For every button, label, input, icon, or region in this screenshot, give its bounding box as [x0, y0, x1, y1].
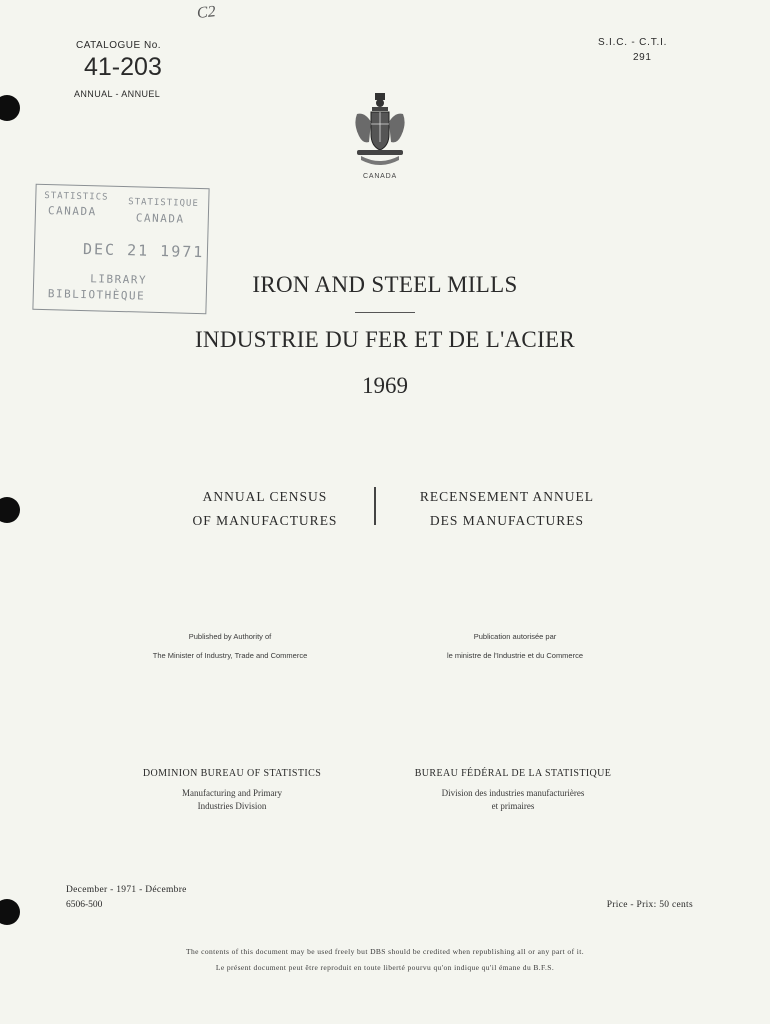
print-code: 6506-500: [66, 900, 103, 910]
catalogue-frequency: ANNUAL - ANNUEL: [74, 89, 161, 99]
catalogue-label: CATALOGUE No.: [76, 40, 162, 51]
emblem-caption: CANADA: [363, 173, 397, 180]
census-divider: [374, 487, 376, 525]
catalogue-number: 41-203: [84, 53, 162, 81]
handwritten-mark: C2: [196, 3, 217, 22]
division-line: Manufacturing and Primary: [182, 788, 282, 798]
published-line: Published by Authority of: [188, 632, 272, 641]
published-line: le ministre de l'Industrie et du Commerce: [446, 651, 584, 660]
census-line: DES MANUFACTURES: [429, 513, 585, 528]
price: Price - Prix: 50 cents: [606, 900, 693, 910]
sic-number: 291: [633, 52, 652, 63]
canada-coat-of-arms-icon: [351, 92, 409, 172]
stamp-text: BIBLIOTHÈQUE: [47, 287, 146, 303]
division-line: Division des industries manufacturières: [441, 788, 585, 798]
binder-hole: [0, 497, 20, 523]
published-line: Publication autorisée par: [473, 632, 557, 641]
footer-notice-english: The contents of this document may be used freely but DBS should be credited when republishing all or any part of it.: [186, 947, 584, 956]
census-english: [170, 485, 360, 533]
published-english: [120, 627, 340, 665]
binder-hole: [0, 95, 20, 121]
published-french: [400, 627, 630, 665]
census-line: RECENSEMENT ANNUEL: [419, 489, 595, 504]
published-line: The Minister of Industry, Trade and Commerce: [152, 651, 308, 660]
division-french: [388, 787, 638, 813]
title-divider: [355, 312, 415, 313]
stamp-text: STATISTIQUE: [128, 197, 199, 210]
binder-hole: [0, 899, 20, 925]
division-line: Industries Division: [197, 801, 267, 811]
stamp-text: CANADA: [135, 211, 185, 226]
sic-label: S.I.C. - C.T.I.: [598, 37, 668, 48]
stamp-text: STATISTICS: [44, 190, 109, 203]
bureau-name-french: BUREAU FÉDÉRAL DE LA STATISTIQUE: [414, 768, 612, 779]
division-line: et primaires: [491, 801, 535, 811]
census-line: OF MANUFACTURES: [192, 513, 338, 528]
issue-date: December - 1971 - Décembre: [66, 885, 187, 895]
division-english: [107, 787, 357, 813]
footer-notice-french: Le présent document peut être reproduit en toute liberté pourvu qu'on indique qu'il émane du B.F.S.: [215, 963, 555, 972]
stamp-text: CANADA: [47, 204, 97, 219]
stamp-date: DEC 21 1971: [82, 240, 205, 262]
report-year: 1969: [362, 373, 408, 398]
title-french: INDUSTRIE DU FER ET DE L'ACIER: [194, 327, 576, 352]
census-line: ANNUAL CENSUS: [202, 489, 328, 504]
census-french: [392, 485, 622, 533]
stamp-text: LIBRARY: [90, 272, 148, 287]
title-english: IRON AND STEEL MILLS: [252, 272, 518, 297]
bureau-name-english: DOMINION BUREAU OF STATISTICS: [142, 768, 322, 779]
